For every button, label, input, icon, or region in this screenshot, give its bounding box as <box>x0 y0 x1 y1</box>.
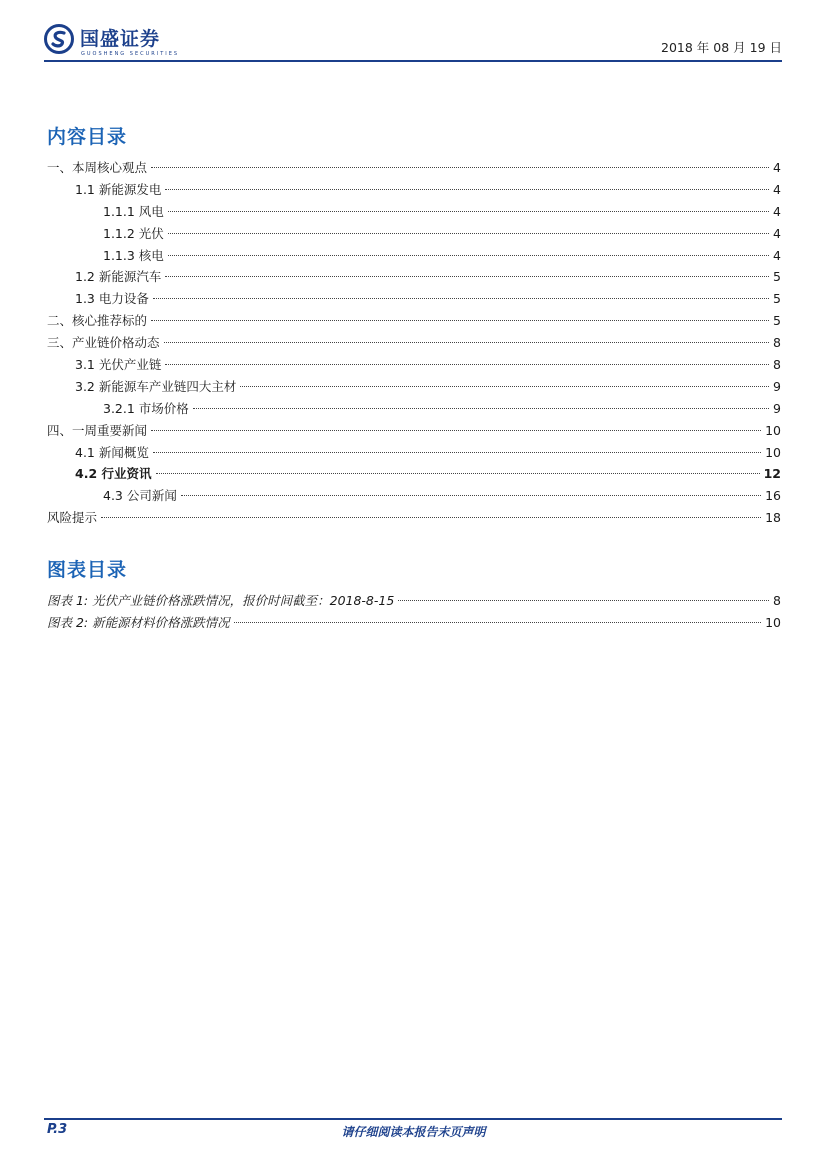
toc-leader-dots <box>164 342 770 343</box>
toc-leader-dots <box>240 386 769 387</box>
toc-leader-dots <box>193 408 769 409</box>
toc-entry[interactable] <box>47 420 781 442</box>
toc-entry[interactable] <box>47 157 781 179</box>
toc-leader-dots <box>398 600 769 601</box>
figure-entry[interactable] <box>47 590 781 612</box>
toc-entry[interactable] <box>47 310 781 332</box>
toc-entry-label: 二、核心推荐标的 <box>47 313 148 329</box>
toc-entry-page: 16 <box>765 488 781 504</box>
header-divider <box>44 60 782 62</box>
toc-entry-label: 三、产业链价格动态 <box>47 335 160 351</box>
toc-entry-label: 3.2.1 市场价格 <box>103 400 189 416</box>
toc-entry-page: 18 <box>765 510 781 526</box>
toc-entry-label: 1.3 电力设备 <box>75 291 149 307</box>
toc-leader-dots <box>151 167 769 168</box>
figure-entry-label: 图表 2: 新能源材料价格涨跌情况 <box>47 614 230 630</box>
toc-entry-page: 5 <box>773 291 781 307</box>
toc-entry-label: 4.2 行业资讯 <box>75 466 152 482</box>
toc-entry-label: 四、一周重要新闻 <box>47 422 148 438</box>
toc-leader-dots <box>151 430 761 431</box>
figures-list <box>47 590 781 634</box>
toc-entry-label: 3.1 光伏产业链 <box>75 357 162 373</box>
toc-entry[interactable] <box>47 223 781 245</box>
logo-text: 国盛证券 <box>80 27 161 50</box>
toc-entry-page: 4 <box>773 181 781 197</box>
toc-entry[interactable] <box>47 376 781 398</box>
toc-entry[interactable] <box>47 354 781 376</box>
toc-leader-dots <box>153 298 769 299</box>
toc-entry-label: 1.1 新能源发电 <box>75 181 162 197</box>
toc-leader-dots <box>168 211 769 212</box>
toc-leader-dots <box>165 276 769 277</box>
toc-entry[interactable] <box>47 463 781 485</box>
toc-entry-page: 12 <box>763 466 781 482</box>
toc-leader-dots <box>168 255 769 256</box>
toc-entry-label: 4.3 公司新闻 <box>103 488 177 504</box>
logo-subtext: GUOSHENG SECURITIES <box>81 51 180 57</box>
page-number: P.3 <box>47 1122 68 1137</box>
toc-entry[interactable] <box>47 398 781 420</box>
toc-entry-page: 10 <box>765 444 781 460</box>
toc-leader-dots <box>181 495 761 496</box>
toc-entry-page: 4 <box>773 203 781 219</box>
toc-entry-page: 10 <box>765 422 781 438</box>
toc-entry-label: 一、本周核心观点 <box>47 160 148 175</box>
figures-title: 图表目录 <box>47 559 128 581</box>
toc-leader-dots <box>101 517 761 518</box>
toc-entry[interactable] <box>47 485 781 507</box>
guosheng-logo-icon <box>44 24 74 54</box>
page-header <box>44 24 782 60</box>
toc-entry-label: 风险提示 <box>47 510 98 526</box>
toc-entry[interactable] <box>47 201 781 223</box>
toc-leader-dots <box>151 320 769 321</box>
footer-divider <box>44 1118 782 1120</box>
toc-entry-label: 1.1.3 核电 <box>103 247 164 263</box>
toc-leader-dots <box>165 189 769 190</box>
contents-list <box>47 157 781 529</box>
figure-entry[interactable] <box>47 612 781 634</box>
toc-leader-dots <box>153 452 761 453</box>
toc-entry-page: 4 <box>773 225 781 241</box>
toc-entry[interactable] <box>47 288 781 310</box>
toc-entry-page: 9 <box>773 378 781 394</box>
toc-entry-page: 5 <box>773 269 781 285</box>
figure-entry-page: 8 <box>773 593 781 608</box>
toc-entry[interactable] <box>47 442 781 464</box>
toc-leader-dots <box>165 364 769 365</box>
toc-leader-dots <box>234 622 761 623</box>
toc-entry[interactable] <box>47 179 781 201</box>
toc-entry-page: 4 <box>773 247 781 263</box>
figure-entry-label: 图表 1: 光伏产业链价格涨跌情况，报价时间截至：2018-8-15 <box>47 593 395 608</box>
toc-entry-page: 9 <box>773 400 781 416</box>
toc-entry-label: 1.2 新能源汽车 <box>75 269 162 285</box>
toc-entry-page: 5 <box>773 313 781 329</box>
toc-leader-dots <box>156 473 760 474</box>
toc-entry[interactable] <box>47 245 781 267</box>
figure-entry-page: 10 <box>765 614 781 630</box>
toc-entry-page: 4 <box>773 160 781 175</box>
toc-leader-dots <box>168 233 769 234</box>
toc-entry-page: 8 <box>773 335 781 351</box>
report-date: 2018 年 08 月 19 日 <box>661 40 782 55</box>
contents-title: 内容目录 <box>47 126 128 148</box>
toc-entry[interactable] <box>47 507 781 529</box>
toc-entry-page: 8 <box>773 357 781 373</box>
toc-entry-label: 1.1.2 光伏 <box>103 225 164 241</box>
toc-entry-label: 3.2 新能源车产业链四大主材 <box>75 378 237 394</box>
toc-entry[interactable] <box>47 266 781 288</box>
company-logo <box>44 24 160 54</box>
footer-disclaimer: 请仔细阅读本报告末页声明 <box>341 1125 486 1139</box>
toc-entry[interactable] <box>47 332 781 354</box>
toc-entry-label: 1.1.1 风电 <box>103 203 164 219</box>
toc-entry-label: 4.1 新闻概览 <box>75 444 149 460</box>
